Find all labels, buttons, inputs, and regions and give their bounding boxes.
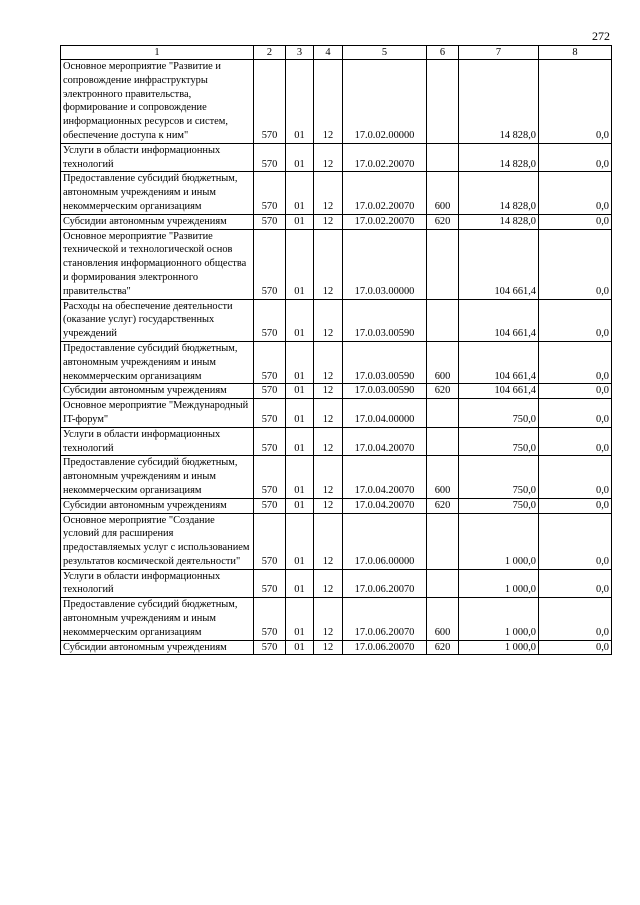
expense-type-code: 600 bbox=[427, 341, 459, 383]
header-cell: 2 bbox=[254, 46, 286, 60]
subsection-code: 12 bbox=[314, 427, 343, 456]
table-row bbox=[61, 384, 612, 399]
target-article-code: 17.0.06.00000 bbox=[343, 513, 427, 569]
amount-col-8: 0,0 bbox=[539, 427, 612, 456]
subsection-code: 12 bbox=[314, 598, 343, 640]
amount-col-8: 0,0 bbox=[539, 399, 612, 428]
table-row bbox=[61, 640, 612, 655]
amount: 104 661,4 bbox=[459, 341, 539, 383]
amount-col-8: 0,0 bbox=[539, 498, 612, 513]
amount: 1 000,0 bbox=[459, 569, 539, 598]
expense-type-code bbox=[427, 299, 459, 341]
ministry-code: 570 bbox=[254, 299, 286, 341]
subsection-code: 12 bbox=[314, 569, 343, 598]
amount: 1 000,0 bbox=[459, 640, 539, 655]
ministry-code: 570 bbox=[254, 427, 286, 456]
table-row bbox=[61, 299, 612, 341]
target-article-code: 17.0.02.20070 bbox=[343, 143, 427, 172]
section-code: 01 bbox=[286, 498, 314, 513]
amount-col-8: 0,0 bbox=[539, 341, 612, 383]
amount-col-8: 0,0 bbox=[539, 60, 612, 144]
expense-type-code: 620 bbox=[427, 214, 459, 229]
subsection-code: 12 bbox=[314, 384, 343, 399]
amount-col-8: 0,0 bbox=[539, 598, 612, 640]
table-row bbox=[61, 456, 612, 498]
row-name: Расходы на обеспечение деятельности (оказание услуг) государственных учреждений bbox=[61, 299, 254, 341]
subsection-code: 12 bbox=[314, 214, 343, 229]
amount: 750,0 bbox=[459, 456, 539, 498]
section-code: 01 bbox=[286, 172, 314, 214]
target-article-code: 17.0.04.20070 bbox=[343, 456, 427, 498]
ministry-code: 570 bbox=[254, 341, 286, 383]
subsection-code: 12 bbox=[314, 498, 343, 513]
section-code: 01 bbox=[286, 229, 314, 299]
ministry-code: 570 bbox=[254, 498, 286, 513]
row-name: Субсидии автономным учреждениям bbox=[61, 498, 254, 513]
target-article-code: 17.0.04.20070 bbox=[343, 427, 427, 456]
expense-type-code: 600 bbox=[427, 172, 459, 214]
expense-type-code bbox=[427, 569, 459, 598]
ministry-code: 570 bbox=[254, 569, 286, 598]
subsection-code: 12 bbox=[314, 399, 343, 428]
target-article-code: 17.0.03.00000 bbox=[343, 229, 427, 299]
row-name: Предоставление субсидий бюджетным, автономным учреждениям и иным некоммерческим организациям bbox=[61, 456, 254, 498]
subsection-code: 12 bbox=[314, 341, 343, 383]
amount-col-8: 0,0 bbox=[539, 172, 612, 214]
header-cell: 5 bbox=[343, 46, 427, 60]
table-row bbox=[61, 143, 612, 172]
section-code: 01 bbox=[286, 456, 314, 498]
table-row bbox=[61, 513, 612, 569]
target-article-code: 17.0.03.00590 bbox=[343, 299, 427, 341]
expense-type-code bbox=[427, 399, 459, 428]
amount: 1 000,0 bbox=[459, 598, 539, 640]
expense-type-code: 620 bbox=[427, 498, 459, 513]
row-name: Предоставление субсидий бюджетным, автономным учреждениям и иным некоммерческим организациям bbox=[61, 172, 254, 214]
amount-col-8: 0,0 bbox=[539, 456, 612, 498]
header-cell: 6 bbox=[427, 46, 459, 60]
table-row bbox=[61, 341, 612, 383]
target-article-code: 17.0.06.20070 bbox=[343, 640, 427, 655]
table-row bbox=[61, 229, 612, 299]
amount-col-8: 0,0 bbox=[539, 229, 612, 299]
amount-col-8: 0,0 bbox=[539, 513, 612, 569]
row-name: Услуги в области информационных технологий bbox=[61, 427, 254, 456]
expense-type-code bbox=[427, 60, 459, 144]
expense-type-code bbox=[427, 229, 459, 299]
header-cell: 3 bbox=[286, 46, 314, 60]
row-name: Предоставление субсидий бюджетным, автономным учреждениям и иным некоммерческим организациям bbox=[61, 341, 254, 383]
expense-type-code bbox=[427, 427, 459, 456]
subsection-code: 12 bbox=[314, 60, 343, 144]
target-article-code: 17.0.03.00590 bbox=[343, 341, 427, 383]
ministry-code: 570 bbox=[254, 640, 286, 655]
table-row bbox=[61, 172, 612, 214]
subsection-code: 12 bbox=[314, 456, 343, 498]
section-code: 01 bbox=[286, 399, 314, 428]
row-name: Субсидии автономным учреждениям bbox=[61, 640, 254, 655]
table-header bbox=[61, 46, 612, 60]
subsection-code: 12 bbox=[314, 299, 343, 341]
row-name: Услуги в области информационных технологий bbox=[61, 143, 254, 172]
ministry-code: 570 bbox=[254, 513, 286, 569]
header-cell: 7 bbox=[459, 46, 539, 60]
target-article-code: 17.0.02.00000 bbox=[343, 60, 427, 144]
ministry-code: 570 bbox=[254, 598, 286, 640]
header-cell: 1 bbox=[61, 46, 254, 60]
ministry-code: 570 bbox=[254, 172, 286, 214]
table-row bbox=[61, 569, 612, 598]
row-name: Предоставление субсидий бюджетным, автономным учреждениям и иным некоммерческим организациям bbox=[61, 598, 254, 640]
section-code: 01 bbox=[286, 640, 314, 655]
table-row bbox=[61, 214, 612, 229]
amount-col-8: 0,0 bbox=[539, 640, 612, 655]
subsection-code: 12 bbox=[314, 640, 343, 655]
expense-type-code: 600 bbox=[427, 456, 459, 498]
section-code: 01 bbox=[286, 513, 314, 569]
amount: 14 828,0 bbox=[459, 214, 539, 229]
amount: 1 000,0 bbox=[459, 513, 539, 569]
target-article-code: 17.0.06.20070 bbox=[343, 598, 427, 640]
table-row bbox=[61, 399, 612, 428]
target-article-code: 17.0.02.20070 bbox=[343, 172, 427, 214]
amount-col-8: 0,0 bbox=[539, 569, 612, 598]
expense-type-code bbox=[427, 513, 459, 569]
section-code: 01 bbox=[286, 598, 314, 640]
header-row bbox=[61, 46, 612, 60]
table-row bbox=[61, 427, 612, 456]
amount: 104 661,4 bbox=[459, 229, 539, 299]
row-name: Основное мероприятие "Международный IT-форум" bbox=[61, 399, 254, 428]
table-row bbox=[61, 598, 612, 640]
ministry-code: 570 bbox=[254, 143, 286, 172]
table-row bbox=[61, 498, 612, 513]
header-cell: 4 bbox=[314, 46, 343, 60]
ministry-code: 570 bbox=[254, 456, 286, 498]
amount: 104 661,4 bbox=[459, 384, 539, 399]
budget-table bbox=[60, 45, 612, 655]
target-article-code: 17.0.04.20070 bbox=[343, 498, 427, 513]
section-code: 01 bbox=[286, 143, 314, 172]
ministry-code: 570 bbox=[254, 384, 286, 399]
subsection-code: 12 bbox=[314, 229, 343, 299]
target-article-code: 17.0.04.00000 bbox=[343, 399, 427, 428]
amount-col-8: 0,0 bbox=[539, 384, 612, 399]
ministry-code: 570 bbox=[254, 214, 286, 229]
amount-col-8: 0,0 bbox=[539, 214, 612, 229]
target-article-code: 17.0.03.00590 bbox=[343, 384, 427, 399]
section-code: 01 bbox=[286, 214, 314, 229]
ministry-code: 570 bbox=[254, 229, 286, 299]
amount-col-8: 0,0 bbox=[539, 143, 612, 172]
row-name: Основное мероприятие "Создание условий для расширения предоставляемых услуг с использованием результатов космической деятельности" bbox=[61, 513, 254, 569]
section-code: 01 bbox=[286, 384, 314, 399]
row-name: Субсидии автономным учреждениям bbox=[61, 214, 254, 229]
amount: 750,0 bbox=[459, 427, 539, 456]
amount: 14 828,0 bbox=[459, 60, 539, 144]
amount: 14 828,0 bbox=[459, 143, 539, 172]
ministry-code: 570 bbox=[254, 60, 286, 144]
section-code: 01 bbox=[286, 427, 314, 456]
table-row bbox=[61, 60, 612, 144]
expense-type-code: 600 bbox=[427, 598, 459, 640]
subsection-code: 12 bbox=[314, 143, 343, 172]
expense-type-code bbox=[427, 143, 459, 172]
section-code: 01 bbox=[286, 299, 314, 341]
header-cell: 8 bbox=[539, 46, 612, 60]
row-name: Основное мероприятие "Развитие и сопровождение инфраструктуры электронного правительства, формирование и сопровождение информационных ресурсов и систем, обеспечение доступа к ним" bbox=[61, 60, 254, 144]
amount: 750,0 bbox=[459, 498, 539, 513]
row-name: Услуги в области информационных технологий bbox=[61, 569, 254, 598]
subsection-code: 12 bbox=[314, 172, 343, 214]
section-code: 01 bbox=[286, 60, 314, 144]
target-article-code: 17.0.06.20070 bbox=[343, 569, 427, 598]
row-name: Субсидии автономным учреждениям bbox=[61, 384, 254, 399]
target-article-code: 17.0.02.20070 bbox=[343, 214, 427, 229]
page-number: 272 bbox=[592, 29, 610, 43]
section-code: 01 bbox=[286, 341, 314, 383]
ministry-code: 570 bbox=[254, 399, 286, 428]
expense-type-code: 620 bbox=[427, 640, 459, 655]
amount-col-8: 0,0 bbox=[539, 299, 612, 341]
subsection-code: 12 bbox=[314, 513, 343, 569]
table-body bbox=[61, 60, 612, 655]
amount: 750,0 bbox=[459, 399, 539, 428]
amount: 104 661,4 bbox=[459, 299, 539, 341]
section-code: 01 bbox=[286, 569, 314, 598]
expense-type-code: 620 bbox=[427, 384, 459, 399]
amount: 14 828,0 bbox=[459, 172, 539, 214]
row-name: Основное мероприятие "Развитие технической и технологической основ становления информационного общества и формирования электронного правительства" bbox=[61, 229, 254, 299]
